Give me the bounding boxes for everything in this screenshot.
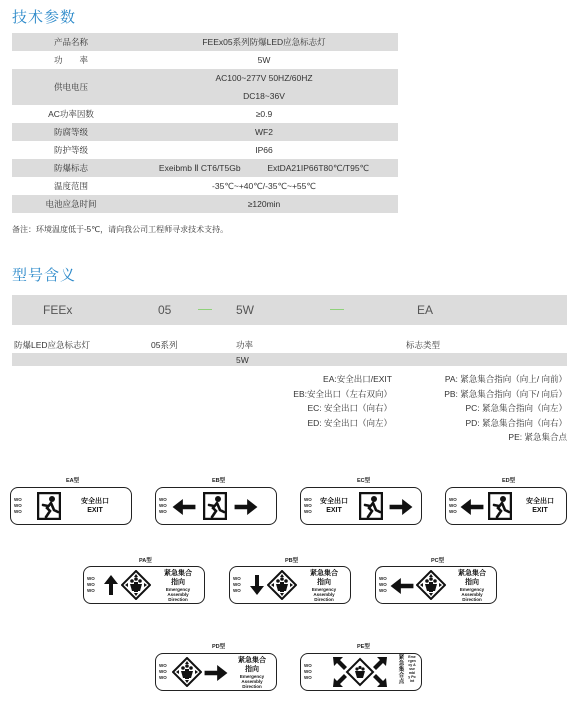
type-item: EC: 安全出口（向右） bbox=[307, 403, 392, 413]
indicator-dots: WO WO WO bbox=[304, 663, 312, 680]
sign-text: 紧急集合 指向 bbox=[458, 570, 486, 586]
exit-man-icon bbox=[37, 492, 61, 520]
table-row bbox=[12, 141, 398, 159]
power-bar bbox=[12, 353, 567, 366]
sign-text: 紧急集合 指向 bbox=[310, 570, 338, 586]
indicator-dots: WO WO WO bbox=[159, 497, 167, 514]
spec-label: 防护等级 bbox=[12, 141, 130, 159]
sign-text-en: Emergency Assembly Direction bbox=[165, 587, 191, 602]
sign-pd bbox=[155, 653, 277, 691]
spec-value-line: DC18~36V bbox=[243, 91, 285, 101]
table-row bbox=[12, 105, 398, 123]
arrow-up-icon bbox=[104, 575, 118, 595]
arrow-right-icon bbox=[389, 499, 413, 515]
model-label-type: 标志类型 bbox=[406, 340, 441, 350]
table-row bbox=[12, 33, 398, 51]
table-row bbox=[12, 123, 398, 141]
model-part-number: 05 bbox=[158, 303, 172, 317]
assembly-icon bbox=[121, 570, 151, 600]
model-code-bar bbox=[12, 295, 567, 325]
model-part-series: FEEx bbox=[43, 303, 73, 317]
sign-label-pb: PB型 bbox=[285, 558, 299, 564]
sign-label-pd: PD型 bbox=[212, 644, 226, 650]
indicator-dots: WO WO WO bbox=[379, 576, 387, 593]
assembly-point-icon bbox=[325, 655, 395, 689]
type-list-right bbox=[413, 372, 567, 445]
sign-text-en-vertical: Emergency Assembly Point bbox=[408, 655, 416, 683]
indicator-dots: WO WO WO bbox=[304, 497, 312, 514]
type-item: ED: 安全出口（向左） bbox=[307, 417, 392, 428]
separator-dash bbox=[198, 309, 212, 310]
sign-label-pa: PA型 bbox=[139, 558, 152, 564]
sign-text: 紧急集合 指向 bbox=[164, 570, 192, 586]
indicator-dots: WO WO WO bbox=[449, 497, 457, 514]
spec-label: 产品名称 bbox=[12, 33, 130, 51]
spec-value bbox=[130, 69, 398, 105]
spec-label: 温度范围 bbox=[12, 177, 130, 195]
sign-pb bbox=[229, 566, 351, 604]
model-part-type: EA bbox=[417, 303, 434, 317]
sign-pa bbox=[83, 566, 205, 604]
sign-text: 安全出口 EXIT bbox=[320, 498, 348, 514]
arrow-down-icon bbox=[250, 575, 264, 595]
power-value: 5W bbox=[236, 355, 249, 365]
spec-label: AC功率因数 bbox=[12, 105, 130, 123]
arrow-left-icon bbox=[460, 499, 484, 515]
table-row bbox=[12, 69, 398, 105]
type-item: EB:安全出口（左右双向） bbox=[293, 388, 392, 399]
type-item: EA:安全出口/EXIT bbox=[323, 374, 392, 384]
exit-man-icon bbox=[359, 492, 383, 520]
type-list-left bbox=[270, 372, 392, 430]
indicator-dots: WO WO WO bbox=[87, 576, 95, 593]
sign-eb bbox=[155, 487, 277, 525]
exit-man-icon bbox=[488, 492, 512, 520]
spec-value-part: Exeibmb Ⅱ CT6/T5Gb bbox=[158, 162, 241, 173]
spec-value: ≥120min bbox=[130, 195, 398, 213]
model-label-series: 防爆LED应急标志灯 bbox=[14, 340, 91, 350]
indicator-dots: WO WO WO bbox=[233, 576, 241, 593]
assembly-icon bbox=[267, 570, 297, 600]
sign-text: 安全出口 EXIT bbox=[526, 498, 554, 514]
sign-text: 安全出口 EXIT bbox=[81, 498, 109, 514]
spec-table bbox=[12, 33, 398, 213]
sign-text-en: Emergency Assembly Direction bbox=[239, 674, 265, 689]
table-row bbox=[12, 195, 398, 213]
spec-label: 电池应急时间 bbox=[12, 195, 130, 213]
spec-value bbox=[130, 159, 398, 177]
sign-ea bbox=[10, 487, 132, 525]
separator-dash bbox=[330, 309, 344, 310]
sign-text-en: Emergency Assembly Direction bbox=[459, 587, 485, 602]
assembly-icon bbox=[172, 657, 202, 687]
arrow-left-icon bbox=[390, 578, 414, 594]
model-label-number: 05系列 bbox=[151, 340, 178, 350]
type-item: PD: 紧急集合指向（向右） bbox=[465, 417, 567, 428]
type-item: PB: 紧急集合指向（向下/ 向后） bbox=[444, 388, 567, 399]
indicator-dots: WO WO WO bbox=[159, 663, 167, 680]
assembly-icon bbox=[416, 570, 446, 600]
spec-label: 供电电压 bbox=[12, 69, 130, 105]
sign-pc bbox=[375, 566, 497, 604]
spec-value-line: AC100~277V 50HZ/60HZ bbox=[215, 73, 313, 83]
arrow-left-icon bbox=[172, 499, 196, 515]
arrow-right-icon bbox=[234, 499, 258, 515]
type-item: PC: 紧急集合指向（向左） bbox=[465, 403, 567, 413]
spec-value-part: ExtDA21IP66T80℃/T95℃ bbox=[267, 162, 370, 173]
spec-value: 5W bbox=[130, 51, 398, 69]
sign-text-vertical: 紧急集合点 bbox=[398, 655, 405, 685]
sign-label-pe: PE型 bbox=[357, 644, 370, 650]
sign-text-en: Emergency Assembly Direction bbox=[311, 587, 337, 602]
spec-value: WF2 bbox=[130, 123, 398, 141]
spec-value: ≥0.9 bbox=[130, 105, 398, 123]
sign-pe bbox=[300, 653, 422, 691]
sign-label-ec: EC型 bbox=[357, 478, 371, 484]
spec-value: IP66 bbox=[130, 141, 398, 159]
spec-label: 功 率 bbox=[12, 51, 130, 69]
model-label-power: 功率 bbox=[236, 340, 254, 350]
spec-value: FEEx05系列防爆LED应急标志灯 bbox=[130, 33, 398, 51]
model-section-title: 型号含义 bbox=[12, 267, 77, 284]
model-part-power: 5W bbox=[236, 303, 254, 317]
sign-label-ea: EA型 bbox=[66, 478, 80, 484]
spec-section-title: 技术参数 bbox=[12, 9, 77, 26]
indicator-dots: WO WO WO bbox=[14, 497, 22, 514]
type-item: PA: 紧急集合指向（向上/ 向前） bbox=[444, 374, 567, 384]
sign-ed bbox=[445, 487, 567, 525]
table-row bbox=[12, 177, 398, 195]
sign-label-ed: ED型 bbox=[502, 478, 516, 484]
table-row bbox=[12, 51, 398, 69]
sign-label-eb: EB型 bbox=[212, 478, 226, 484]
spec-label: 防腐等级 bbox=[12, 123, 130, 141]
sign-text: 紧急集合 指向 bbox=[238, 657, 266, 673]
spec-value: -35℃~+40℃/-35℃~+55℃ bbox=[130, 177, 398, 195]
spec-label: 防爆标志 bbox=[12, 159, 130, 177]
arrow-right-icon bbox=[204, 665, 228, 681]
sign-ec bbox=[300, 487, 422, 525]
type-item: PE: 紧急集合点 bbox=[508, 432, 567, 442]
note-text: 备注：环境温度低于-5℃，请向我公司工程师寻求技术支持。 bbox=[12, 225, 229, 234]
sign-label-pc: PC型 bbox=[431, 558, 445, 564]
table-row bbox=[12, 159, 398, 177]
exit-man-icon bbox=[203, 492, 227, 520]
